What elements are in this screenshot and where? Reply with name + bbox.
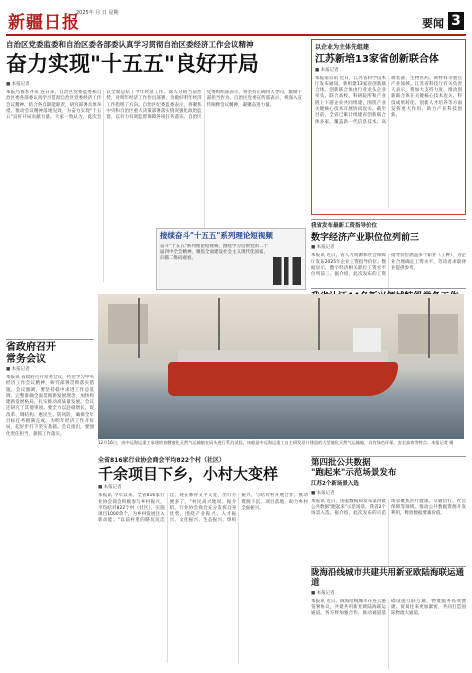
article-villages-title: 千余项目下乡，小村大变样 [98,465,279,483]
article-lead-title: 奋力实现"十五五"良好开局 [6,52,259,76]
article-council-kicker: 省政府召开 [6,342,56,353]
article-data-title: "跑起来"示范场景发布 [311,467,397,478]
divider-2 [311,288,466,289]
page-header [6,6,466,36]
article-corridor-body: 本报讯 近日，陇海沿线城市在连云港签署协议，共建共用新亚欧陆海联运通道。各方将加强合作，推动通道基础设施互联互通、物流服务高效便捷、贸易往来更加紧密，共同打造国际物流大通道。 [311,598,466,617]
promo-body: 奋斗"十五五"系列理论短视频，围绕学习贯彻党的二十届四中全会精神，聚焦全面建设社会主义现代化国家，扫描二维码观看。 [160,243,268,262]
article-villages-byline: ■ 本报记者 [98,485,122,491]
article-council-byline: ■ 本报记者 [6,367,30,372]
divider-5 [311,566,466,567]
article-jiangsu-byline: ■ 本报记者 [315,67,339,73]
article-data-subtitle: 江苏2个新场景入选 [311,480,359,487]
photo-crane [138,298,140,358]
article-council [6,342,94,635]
article-lead-kicker: 自治区党委监委和自治区委各部委认真学习贯彻自治区委经济工作会议精神 [6,40,254,49]
ship-photo-caption: 12月16日，由中远海运重工承建的首艘液化天然气运输船在码头进行系泊试验。该船是中远海运重工自主研发设计建造的大型液化天然气运输船，具有绿色环保、安全高效等特点。本报记者 摄 [98,440,454,445]
article-wage-kicker: 我省发布最新工资指导价位 [311,223,378,229]
masthead-meta: 2025年 月 日 星期 [76,10,119,16]
divider-3 [6,339,94,340]
article-lead-body: 本报乌鲁木齐讯 连日来，自治区党委监委和自治区委各部委认真学习贯彻自治区党委经济工作会议精神，结合各自职能职责，研究部署具体举措，推动会议精神落地见效，为奋力实现"十五五"良好开局贡献力量。大家一致认为，此次会议全面总结了今年经济工作，深入分析当前形势，对明年经济工作作出部署，为做好明年经济工作指明了方向。自治区纪委监委表示，将聚焦中央和自治区重大决策部署落实情况强化政治监督，以有力有效监督保障各项任务落实。自治区党委组织部表示，将坚持正确用人导向，激励干部担当作为。自治区党委宣传部表示，将深入宣传阐释会议精神，凝聚奋进力量。 [6,90,302,121]
ship-photo [98,294,464,439]
article-council-body: 本报讯 省政府召开常务会议，传达学习中央经济工作会议精神，研究部署贯彻落实措施。会议强调，要坚持稳中求进工作总基调，完整准确全面贯彻新发展理念，加快构建新发展格局，扎实推动高质量发展。会议还研究了其他事项。要全力以赴稳增长、促改革、调结构、惠民生、防风险，确保全年目标任务圆满完成，为明年经济工作开好局、起好步打下坚实基础。会议指出，要强化责任担当，狠抓工作落实。 [6,375,94,437]
article-lead [6,40,306,76]
article-villages [98,456,308,663]
article-wage-title: 数字经济产业职位位列前三 [311,233,420,243]
article-corridor [311,569,466,669]
promo-video-box [156,228,306,290]
article-villages-body: 本报讯 今年以来，全省816家行业协会商会积极参与乡村振兴，平均结对822个村（社区），实施项目1000余个，为乡村发展注入新动能。"以前村里的路坑坑洼洼，现在修得又平又宽，出行方便多了。"村民高兴地说。据介绍，行业协会商会充分发挥自身优势，围绕产业振兴、人才振兴、文化振兴、生态振兴、组织振兴，与结对村开展合作，推动资源下沉、项目落地，助力乡村全面振兴。 [98,493,308,524]
section-name: 要闻 [422,17,444,30]
article-council-title: 常务会议 [6,353,46,365]
photo-crane [318,298,320,358]
article-jiangsu-box [311,39,466,215]
page-number: 3 [448,12,464,30]
divider-1 [311,219,466,220]
photo-building [108,304,148,344]
article-wage-byline: ■ 本报记者 [311,245,335,251]
photo-crane [428,298,430,358]
article-data-body: 本报讯 近日，国家数据局发布第四批公共数据"跑起来"示范场景，我省2个场景入选。据介绍，此次发布的示范场景聚焦医疗健康、交通出行、社会保障等领域，推动公共数据资源开发利用，释放数据要素价值。 [311,498,466,517]
article-wage [311,222,466,301]
article-villages-kicker: 全省816家行业协会商会平均822个村（社区） [98,457,226,464]
photo-ship-hull [168,362,398,396]
article-data-byline: ■ 本报记者 [311,490,335,496]
article-data [311,459,466,567]
article-jiangsu-title: 江苏新培13家省创新联合体 [315,54,439,65]
divider-4 [311,456,466,457]
article-data-kicker: 第四批公共数据 [311,458,371,468]
newspaper-page [6,6,466,667]
promo-title: 接续奋斗"十五五"系列理论短视频 [160,231,273,240]
article-jiangsu-body: 本报南京讯 近日，江苏省科学技术厅发布通知，新组建13家省创新联合体。创新联合体由行业龙头企业牵头，联合高校、科研院所和产业链上下游企业共同组建，围绕产业关键核心技术开展协同攻关。截至目前，全省已累计组建省创新联合体多家，覆盖新一代信息技术、高端装备、生物医药、新材料等重点产业领域。江苏省科技厅有关负责人表示，将加大支持力度，推动创新联合体在关键核心技术攻关、科技成果转化、创新人才培养等方面发挥更大作用，助力产业科技创新。 [315,75,462,125]
article-corridor-title: 陇海沿线城市共建共用新亚欧陆海联运通道 [311,568,465,588]
article-wage-body: 本报讯 近日，省人力资源和社会保障厅发布2025年企业工资指导价位。数据显示，数字经济相关职位工资水平位列前三。据介绍，此次发布的工资指导价位涵盖多个职业（工种），为企业合理确定工资水平、劳动者求职择业提供参考。 [311,253,466,278]
article-jiangsu-kicker: 以企业为主体先组建 [315,44,370,51]
article-corridor-byline: ■ 本报记者 [311,590,335,596]
promo-qr-code[interactable] [273,257,301,285]
article-lead-byline: ■ 本报记者 [6,82,30,87]
masthead: 新疆日报 [8,13,80,33]
photo-ship-bridge [353,328,381,352]
photo-crane [218,298,220,358]
